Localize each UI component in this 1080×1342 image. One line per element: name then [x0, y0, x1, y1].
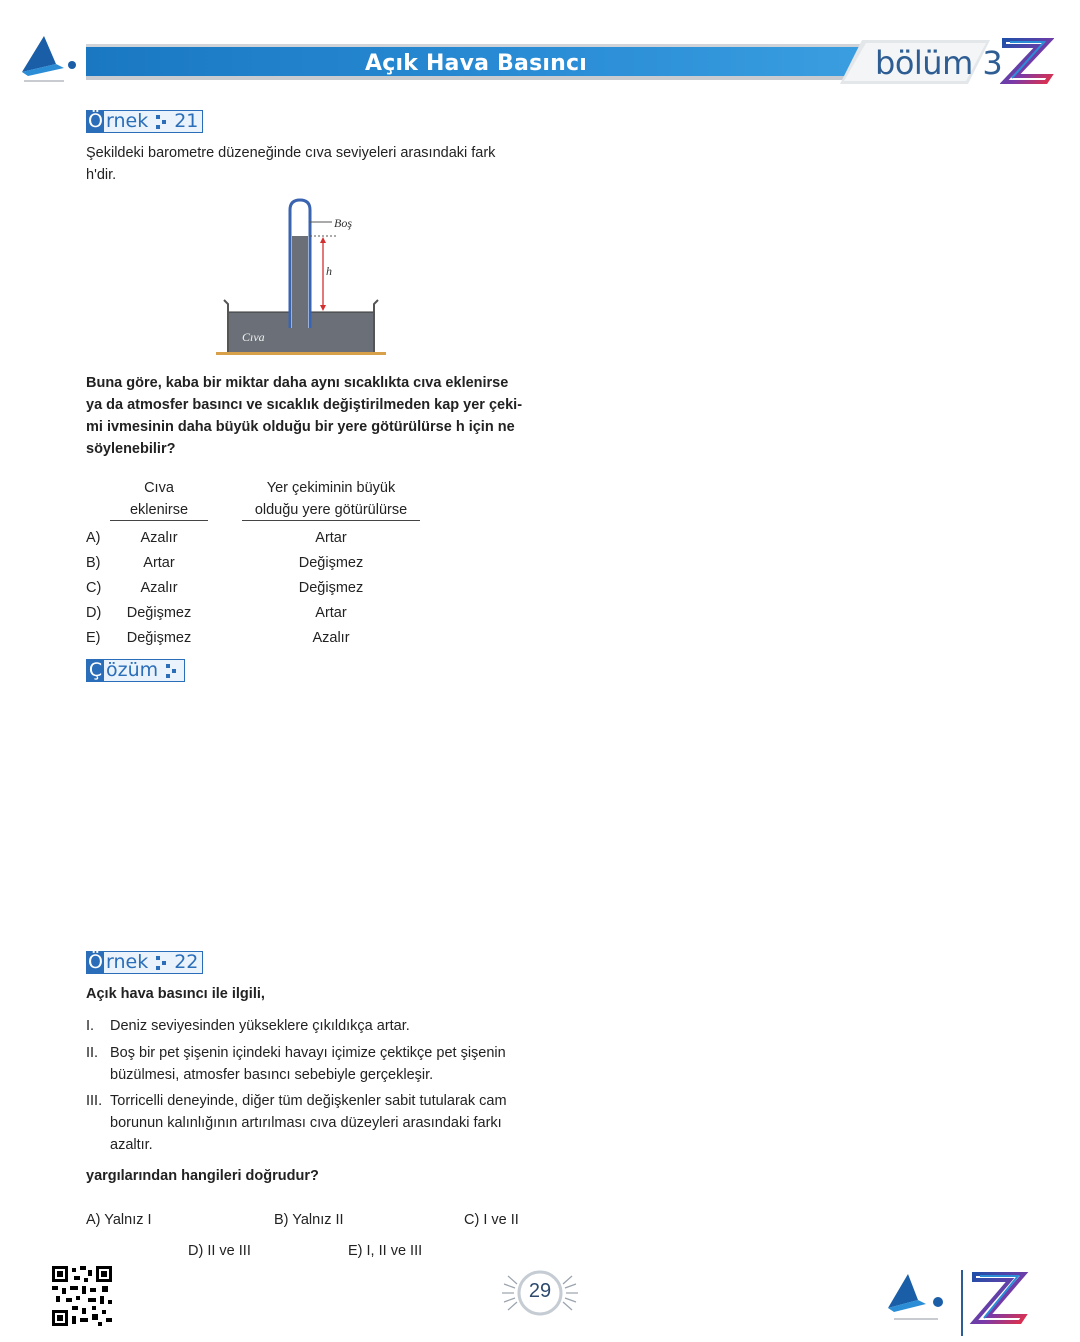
tag-word: rnek — [106, 951, 149, 973]
example-21-question-line4: söylenebilir? — [86, 441, 176, 457]
statement-3-line1: Torricelli deneyinde, diğer tüm değişkenler sabit tutularak cam — [110, 1093, 507, 1109]
table-col1-header-line2: eklenirse — [129, 502, 189, 518]
label-h: h — [326, 264, 332, 278]
statement-3-line3: azaltır. — [110, 1137, 153, 1153]
statement-1-line1: Deniz seviyesinden yükseklere çıkıldıkça artar. — [110, 1018, 410, 1034]
option-a-label[interactable]: A) — [86, 530, 101, 546]
qr-code-icon[interactable] — [52, 1266, 112, 1326]
page-title: Açık Hava Basıncı — [365, 51, 587, 76]
table-col2-header-line1: Yer çekiminin büyük — [266, 480, 396, 496]
tag-letter: Ö — [88, 110, 103, 132]
statement-2-line1: Boş bir pet şişenin içindeki havayı içimize çektikçe pet şişenin — [110, 1045, 506, 1061]
example-21-intro-line1: Şekildeki barometre düzeneğinde cıva seviyeleri arasındaki fark — [86, 145, 496, 161]
statement-2-line2: büzülmesi, atmosfer basıncı sebebiyle gerçekleşir. — [110, 1067, 434, 1083]
label-empty: Boş — [334, 216, 352, 230]
statement-3-line2: borunun kalınlığının artırılması cıva düzeyleri arasındaki farkı — [110, 1115, 502, 1131]
label-mercury: Cıva — [242, 330, 265, 344]
page-number: 29 — [528, 1280, 552, 1302]
example-22-intro: Açık hava basıncı ile ilgili, — [86, 986, 265, 1002]
option-d-col1: Değişmez — [126, 605, 192, 621]
header-bar — [86, 44, 866, 80]
tag-dots-icon — [156, 956, 168, 970]
tag-letter: Ö — [88, 951, 103, 973]
statement-1-number: I. — [86, 1018, 95, 1034]
publisher-footer-logo-icon — [884, 1266, 1034, 1336]
tag-number: 21 — [174, 110, 199, 132]
statement-3-number: III. — [86, 1093, 103, 1109]
option-d-label[interactable]: D) — [86, 605, 102, 621]
example-21-question-line1: Buna göre, kaba bir miktar daha aynı sıcaklıkta cıva eklenirse — [86, 375, 509, 391]
choice-c[interactable]: C) I ve II — [464, 1212, 519, 1228]
example-21-question-line2: ya da atmosfer basıncı ve sıcaklık değiştirilmeden kap yer çeki- — [86, 397, 523, 413]
option-c-col2: Değişmez — [298, 580, 364, 596]
option-b-label[interactable]: B) — [86, 555, 101, 571]
option-a-col2: Artar — [315, 530, 347, 546]
tag-word: özüm — [106, 659, 159, 681]
option-e-col1: Değişmez — [126, 630, 192, 646]
option-e-col2: Azalır — [312, 630, 350, 646]
statement-2-number: II. — [86, 1045, 99, 1061]
z-logo-icon — [1000, 36, 1054, 84]
tag-dots-icon — [156, 115, 168, 129]
table-col2-underline — [242, 520, 420, 521]
choice-e[interactable]: E) I, II ve III — [348, 1243, 423, 1259]
example-22-question: yargılarından hangileri doğrudur? — [86, 1168, 319, 1184]
barometer-figure — [210, 196, 400, 360]
example-21-intro-line2: h'dir. — [86, 167, 117, 183]
table-col1-header-line1: Cıva — [144, 480, 174, 496]
example-21-question-line3: mi ivmesinin daha büyük olduğu bir yere götürülürse h için ne — [86, 419, 515, 435]
option-c-label[interactable]: C) — [86, 580, 102, 596]
publisher-logo-icon — [18, 34, 82, 86]
option-b-col2: Değişmez — [298, 555, 364, 571]
solution-tag — [86, 659, 185, 682]
choice-a[interactable]: A) Yalnız I — [86, 1212, 152, 1228]
example-21-tag — [86, 110, 203, 133]
tag-letter: Ç — [88, 659, 103, 681]
choice-b[interactable]: B) Yalnız II — [274, 1212, 344, 1228]
choice-d[interactable]: D) II ve III — [188, 1243, 251, 1259]
table-col1-underline — [110, 520, 208, 521]
tube-mercury — [292, 236, 308, 328]
tag-word: rnek — [106, 110, 149, 132]
option-d-col2: Artar — [315, 605, 347, 621]
option-e-label[interactable]: E) — [86, 630, 101, 646]
base-line — [216, 352, 386, 355]
option-b-col1: Artar — [143, 555, 175, 571]
tag-number: 22 — [174, 951, 199, 973]
example-22-tag — [86, 951, 203, 974]
option-c-col1: Azalır — [140, 580, 178, 596]
table-col2-header-line2: olduğu yere götürülürse — [254, 502, 408, 518]
tag-dots-icon — [166, 664, 178, 678]
section-label: bölüm 3 — [875, 44, 1003, 82]
option-a-col1: Azalır — [140, 530, 178, 546]
